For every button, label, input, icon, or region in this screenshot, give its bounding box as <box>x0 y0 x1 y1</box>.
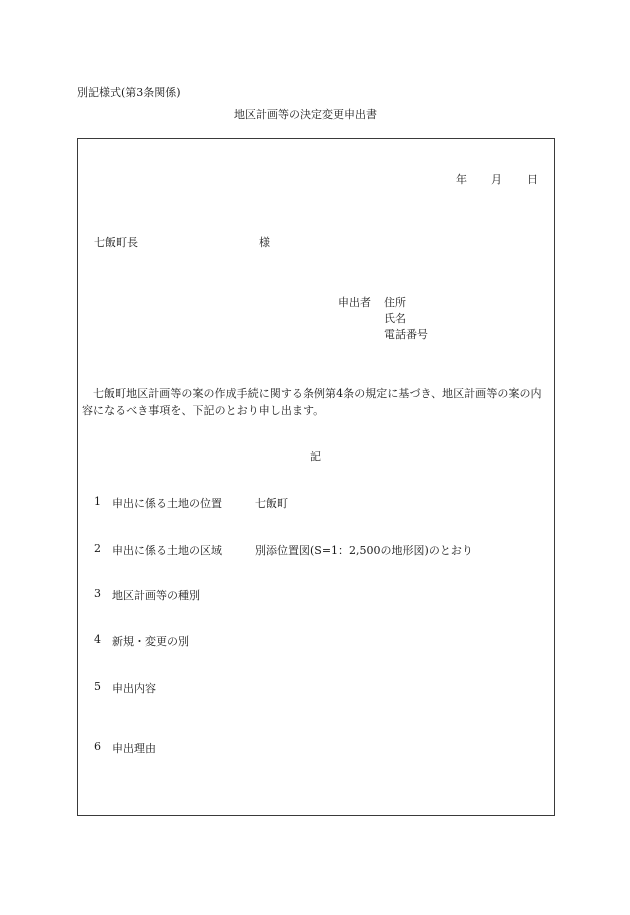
body-paragraph: 七飯町地区計画等の案の作成手続に関する条例第4条の規定に基づき、地区計画等の案の内容になるべき事項を、下記のとおり申し出ます。 <box>82 387 542 417</box>
item-label: 申出理由 <box>112 742 156 755</box>
form-style-label: 別記様式(第3条関係) <box>77 86 181 99</box>
ki-heading: 記 <box>310 450 321 463</box>
item-number: 4 <box>94 633 101 646</box>
date-day-label: 日 <box>527 173 538 186</box>
item-label: 地区計画等の種別 <box>112 589 200 602</box>
addressee-honorific: 様 <box>259 236 270 249</box>
item-number: 3 <box>94 587 101 600</box>
addressee-name: 七飯町長 <box>94 236 138 249</box>
date-year-label: 年 <box>456 173 467 186</box>
applicant-label: 申出者 <box>338 296 371 309</box>
form-frame <box>77 138 555 816</box>
applicant-address-label: 住所 <box>384 296 406 309</box>
item-label: 申出に係る土地の位置 <box>112 497 222 510</box>
item-value: 七飯町 <box>255 497 288 510</box>
item-number: 2 <box>94 542 101 555</box>
applicant-phone-label: 電話番号 <box>384 328 428 341</box>
item-number: 6 <box>94 740 101 753</box>
applicant-name-label: 氏名 <box>384 312 406 325</box>
date-month-label: 月 <box>491 173 502 186</box>
item-label: 新規・変更の別 <box>112 635 189 648</box>
item-label: 申出内容 <box>112 682 156 695</box>
item-label: 申出に係る土地の区域 <box>112 544 222 557</box>
item-value: 別添位置図(S=1：2,500の地形図)のとおり <box>255 544 473 557</box>
item-number: 5 <box>94 680 101 693</box>
item-number: 1 <box>94 495 101 508</box>
document-title: 地区計画等の決定変更申出書 <box>234 108 377 121</box>
